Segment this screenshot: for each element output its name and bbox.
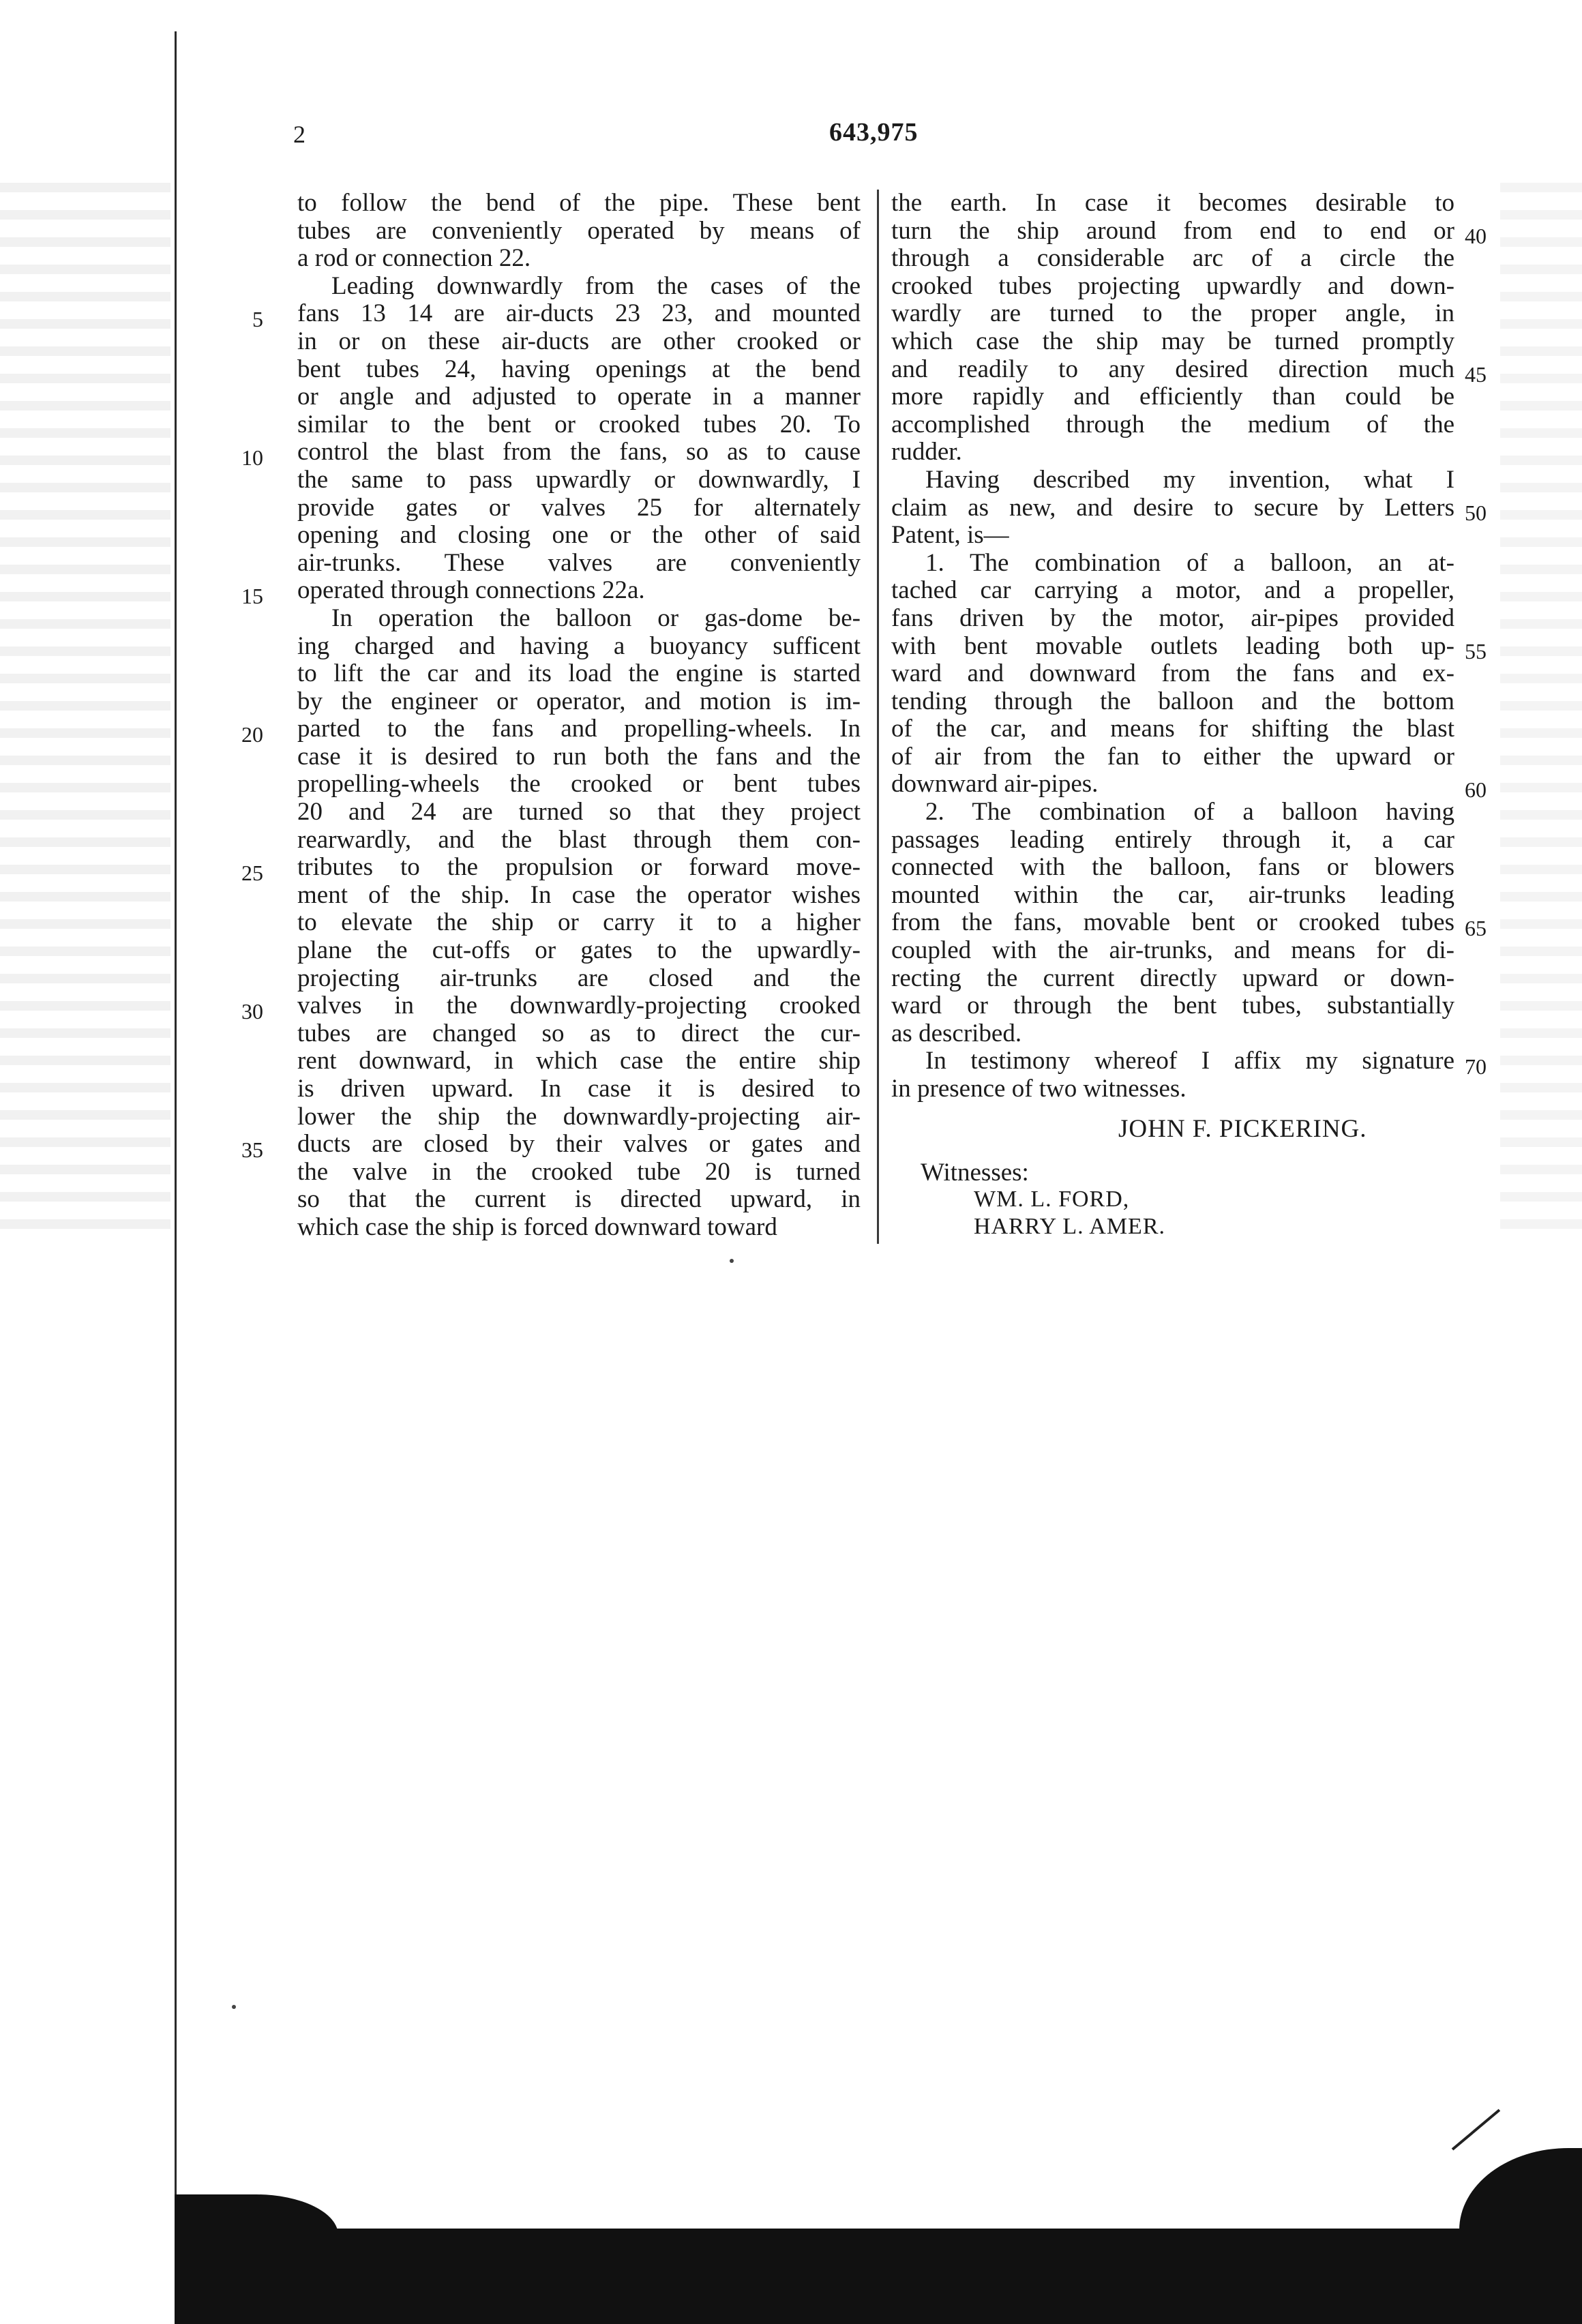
text-line: rudder. xyxy=(891,438,962,466)
text-line: connected with the balloon, fans or blowers xyxy=(891,854,1454,882)
text-line: tubes are changed so as to direct the cur- xyxy=(297,1019,861,1047)
scan-bottom-edge xyxy=(175,2229,1582,2324)
text-line: bent tubes 24, having openings at the bend xyxy=(297,355,861,383)
text-line: ing charged and having a buoyancy sufficent xyxy=(297,632,861,660)
page-number: 2 xyxy=(293,121,305,148)
column-divider xyxy=(877,190,879,1244)
text-line: plane the cut-offs or gates to the upwardly- xyxy=(297,937,861,965)
line-number: 50 xyxy=(1465,501,1487,525)
text-line: similar to the bent or crooked tubes 20. To xyxy=(297,411,861,438)
text-line: coupled with the air-trunks, and means for di- xyxy=(891,937,1454,965)
text-line: and readily to any desired direction much xyxy=(891,355,1454,383)
text-line: tending through the balloon and the bottom xyxy=(891,687,1454,715)
left-text-column xyxy=(297,190,861,1242)
text-line: in presence of two witnesses. xyxy=(891,1075,1186,1103)
text-line: Having described my invention, what I xyxy=(925,466,1454,494)
text-line: of air from the fan to either the upward or xyxy=(891,743,1454,771)
text-line: the same to pass upwardly or downwardly, I xyxy=(297,466,861,494)
text-line: ducts are closed by their valves or gates and xyxy=(297,1131,861,1159)
line-number: 30 xyxy=(241,999,263,1024)
text-line: fans driven by the motor, air-pipes provided xyxy=(891,604,1454,632)
text-line: as described. xyxy=(891,1019,1022,1047)
text-line: provide gates or valves 25 for alternately xyxy=(297,494,861,522)
text-line: tubes are conveniently operated by means of xyxy=(297,217,861,245)
text-line: which case the ship is forced downward toward xyxy=(297,1213,777,1241)
text-line: to lift the car and its load the engine is started xyxy=(297,660,861,688)
text-line: mounted within the car, air-trunks leading xyxy=(891,881,1454,909)
text-line: wardly are turned to the proper angle, in xyxy=(891,300,1454,328)
text-line: valves in the downwardly-projecting crooked xyxy=(297,992,861,1020)
text-line: operated through connections 22a. xyxy=(297,577,645,605)
text-line: is driven upward. In case it is desired to xyxy=(297,1075,861,1103)
text-line: control the blast from the fans, so as to cause xyxy=(297,438,861,466)
line-number: 40 xyxy=(1465,224,1487,248)
witness-name: WM. L. FORD, xyxy=(974,1187,1130,1212)
text-line: rent downward, in which case the entire ship xyxy=(297,1047,861,1075)
text-line: to follow the bend of the pipe. These bent xyxy=(297,190,861,217)
text-line: more rapidly and efficiently than could be xyxy=(891,383,1454,411)
text-line: from the fans, movable bent or crooked tubes xyxy=(891,909,1454,937)
witness-name: HARRY L. AMER. xyxy=(974,1214,1166,1239)
text-line: rearwardly, and the blast through them con- xyxy=(297,826,861,854)
text-line: Patent, is— xyxy=(891,522,1009,550)
text-line: the earth. In case it becomes desirable to xyxy=(891,190,1454,217)
patent-number: 643,975 xyxy=(829,118,919,147)
text-line: to elevate the ship or carry it to a higher xyxy=(297,909,861,937)
witnesses-label: Witnesses: xyxy=(921,1159,1029,1187)
line-number: 10 xyxy=(241,445,263,470)
text-line: projecting air-trunks are closed and the xyxy=(297,964,861,992)
text-line: tached car carrying a motor, and a propeller, xyxy=(891,577,1454,605)
line-number: 60 xyxy=(1465,777,1487,802)
text-line: through a considerable arc of a circle the xyxy=(891,245,1454,273)
text-line: parted to the fans and propelling-wheels. In xyxy=(297,715,861,743)
text-line: 20 and 24 are turned so that they project xyxy=(297,799,861,826)
text-line: the valve in the crooked tube 20 is turned xyxy=(297,1158,861,1186)
text-line: opening and closing one or the other of said xyxy=(297,522,861,550)
text-line: by the engineer or operator, and motion is im- xyxy=(297,687,861,715)
page-edge-line xyxy=(175,31,177,2309)
text-line: a rod or connection 22. xyxy=(297,245,531,273)
text-line: In testimony whereof I affix my signature xyxy=(925,1047,1454,1075)
text-line: which case the ship may be turned promptly xyxy=(891,327,1454,355)
line-number: 65 xyxy=(1465,916,1487,940)
bleed-through-left xyxy=(0,183,170,1247)
text-line: ment of the ship. In case the operator wishes xyxy=(297,881,861,909)
line-number: 55 xyxy=(1465,639,1487,664)
line-number: 45 xyxy=(1465,362,1487,387)
text-line: 2. The combination of a balloon having xyxy=(925,799,1454,826)
text-line: passages leading entirely through it, a car xyxy=(891,826,1454,854)
text-line: accomplished through the medium of the xyxy=(891,411,1454,438)
text-line: lower the ship the downwardly-projecting air- xyxy=(297,1103,861,1131)
text-line: or angle and adjusted to operate in a manner xyxy=(297,383,861,411)
text-line: case it is desired to run both the fans and the xyxy=(297,743,861,771)
scan-shadow-right xyxy=(1459,2148,1582,2237)
text-line: ward or through the bent tubes, substantially xyxy=(891,992,1454,1020)
line-number: 15 xyxy=(241,584,263,608)
text-line: claim as new, and desire to secure by Letters xyxy=(891,494,1454,522)
text-line: tributes to the propulsion or forward move- xyxy=(297,854,861,882)
line-number: 20 xyxy=(241,722,263,747)
text-line: with bent movable outlets leading both up- xyxy=(891,632,1454,660)
text-line: 1. The combination of a balloon, an at- xyxy=(925,549,1454,577)
scan-scratch xyxy=(1452,2109,1501,2151)
text-line: Leading downwardly from the cases of the xyxy=(331,272,861,300)
line-number: 25 xyxy=(241,861,263,885)
text-line: so that the current is directed upward, in xyxy=(297,1186,861,1214)
text-line: of the car, and means for shifting the blast xyxy=(891,715,1454,743)
inventor-signature: JOHN F. PICKERING. xyxy=(1118,1115,1367,1143)
speck xyxy=(232,2005,236,2009)
text-line: In operation the balloon or gas-dome be- xyxy=(331,604,861,632)
text-line: downward air-pipes. xyxy=(891,771,1099,799)
text-line: fans 13 14 are air-ducts 23 23, and mounted xyxy=(297,300,861,328)
bleed-through-right xyxy=(1500,183,1582,1247)
line-number: 70 xyxy=(1465,1054,1487,1079)
text-line: air-trunks. These valves are conveniently xyxy=(297,549,861,577)
text-line: turn the ship around from end to end or xyxy=(891,217,1454,245)
text-line: propelling-wheels the crooked or bent tubes xyxy=(297,771,861,799)
speck xyxy=(730,1259,734,1263)
text-line: recting the current directly upward or down- xyxy=(891,964,1454,992)
line-number: 5 xyxy=(252,307,263,331)
text-line: ward and downward from the fans and ex- xyxy=(891,660,1454,688)
right-text-column xyxy=(891,190,1454,1103)
line-number: 35 xyxy=(241,1137,263,1162)
text-line: crooked tubes projecting upwardly and down- xyxy=(891,272,1454,300)
text-line: in or on these air-ducts are other crooked or xyxy=(297,327,861,355)
